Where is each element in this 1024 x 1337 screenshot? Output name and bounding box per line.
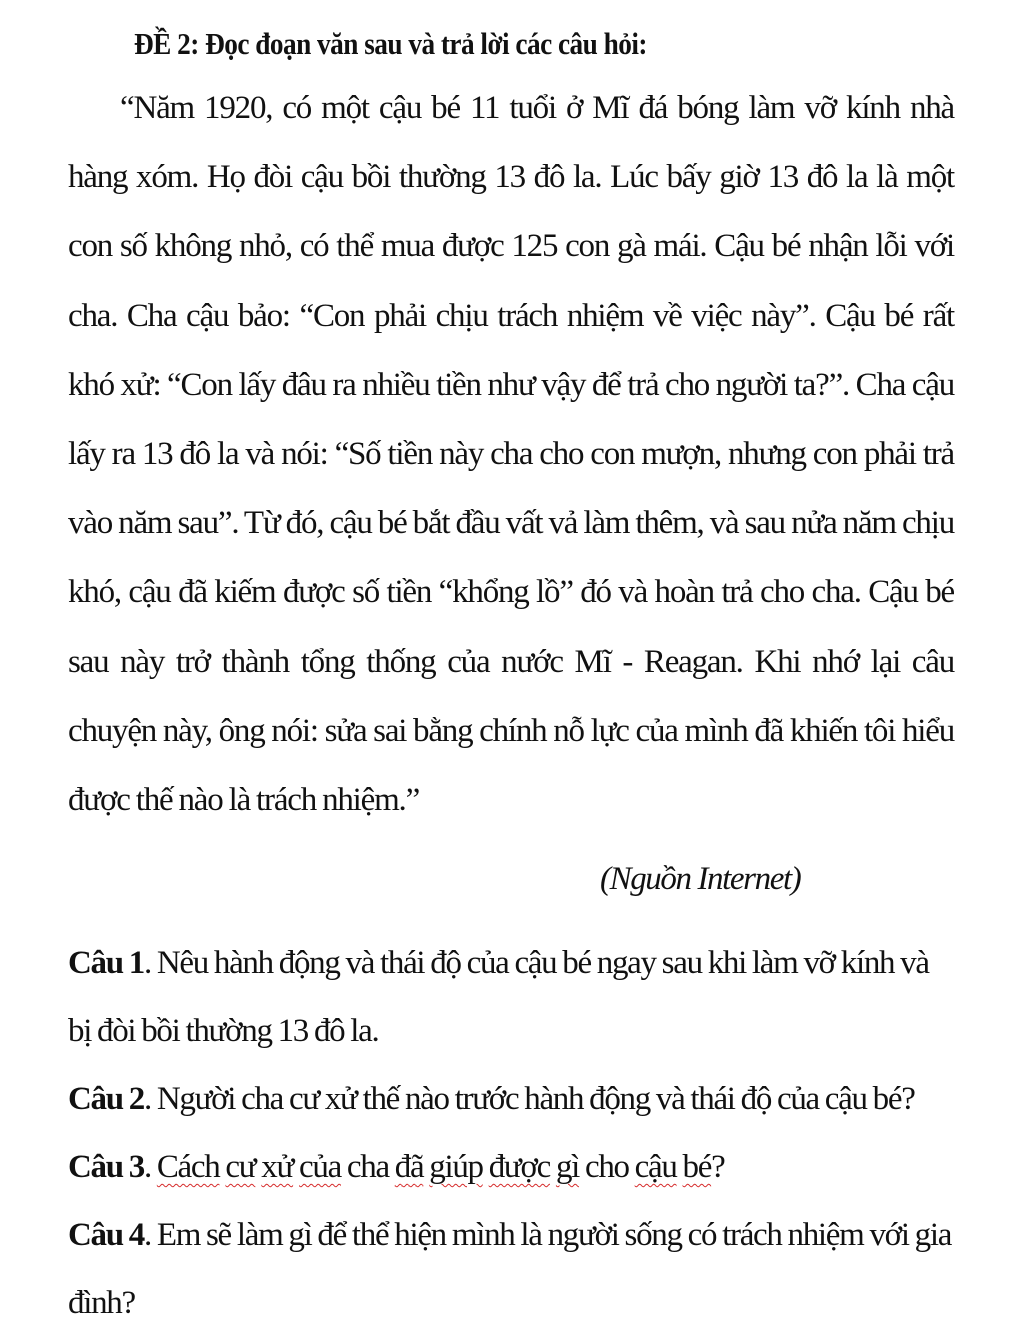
q3-word-spellcheck: gì xyxy=(555,1149,580,1186)
q3-word-spellcheck: xử xyxy=(261,1149,294,1186)
question-1 xyxy=(68,929,954,1065)
q3-word-spellcheck: Cách xyxy=(156,1149,220,1186)
exercise-heading: ĐỀ 2: Đọc đoạn văn sau và trả lời các câu hỏi: xyxy=(134,26,647,61)
question-2-text: . Người cha cư xử thế nào trước hành động và thái độ của cậu bé? xyxy=(143,1081,915,1118)
passage-source: (Nguồn Internet) xyxy=(600,861,801,898)
q3-punct: . xyxy=(143,1149,157,1186)
q3-word-spellcheck: của xyxy=(299,1149,341,1186)
q3-word-spellcheck: cậu xyxy=(634,1149,677,1186)
reading-passage: “Năm 1920, có một cậu bé 11 tuổi ở Mĩ đá bóng làm vỡ kính nhà hàng xóm. Họ đòi cậu bồi thường 13 đô la. Lúc bấy giờ 13 đô la là một con số không nhỏ, có thể mua được 125 con gà mái. Cậu bé nhận lỗi với cha. Cha cậu bảo: “Con phải chịu trách nhiệm về việc này”. Cậu bé rất khó xử: “Con lấy đâu ra nhiều tiền như vậy để trả cho người ta?”. Cha cậu lấy ra 13 đô la và nói: “Số tiền này cha cho con mượn, nhưng con phải trả vào năm sau”. Từ đó, cậu bé bắt đầu vất vả làm thêm, và sau nửa năm chịu khó, cậu đã kiếm được số tiền “khổng lồ” đó và hoàn trả cho cha. Cậu bé sau này trở thành tổng thống của nước Mĩ - Reagan. Khi nhớ lại câu chuyện này, ông nói: sửa sai bằng chính nỗ lực của mình đã khiến tôi hiểu được thế nào là trách nhiệm.” xyxy=(68,90,954,819)
question-3-label: Câu 3 xyxy=(68,1149,144,1186)
question-1-text: . Nêu hành động và thái độ của cậu bé ngay sau khi làm vỡ kính và bị đòi bồi thường 13 đô la. xyxy=(68,945,929,1050)
question-4 xyxy=(68,1201,954,1337)
q3-word-spellcheck: giúp xyxy=(429,1149,483,1186)
q3-word-spellcheck: được xyxy=(488,1149,550,1186)
q3-word-spellcheck: đã xyxy=(394,1149,424,1186)
document-page xyxy=(68,14,954,1337)
question-2 xyxy=(68,1065,954,1133)
q3-word: cho xyxy=(579,1149,635,1186)
q3-word-spellcheck: bé xyxy=(682,1149,712,1186)
question-3 xyxy=(68,1133,954,1201)
question-4-label: Câu 4 xyxy=(68,1217,144,1254)
question-2-label: Câu 2 xyxy=(68,1081,144,1118)
question-1-label: Câu 1 xyxy=(68,945,144,982)
question-3-text xyxy=(144,1149,725,1185)
q3-punct: ? xyxy=(711,1149,725,1186)
q3-word: cha xyxy=(340,1149,395,1186)
question-4-text: . Em sẽ làm gì để thể hiện mình là người sống có trách nhiệm với gia đình? xyxy=(68,1217,952,1322)
q3-word-spellcheck: cư xyxy=(225,1149,256,1186)
